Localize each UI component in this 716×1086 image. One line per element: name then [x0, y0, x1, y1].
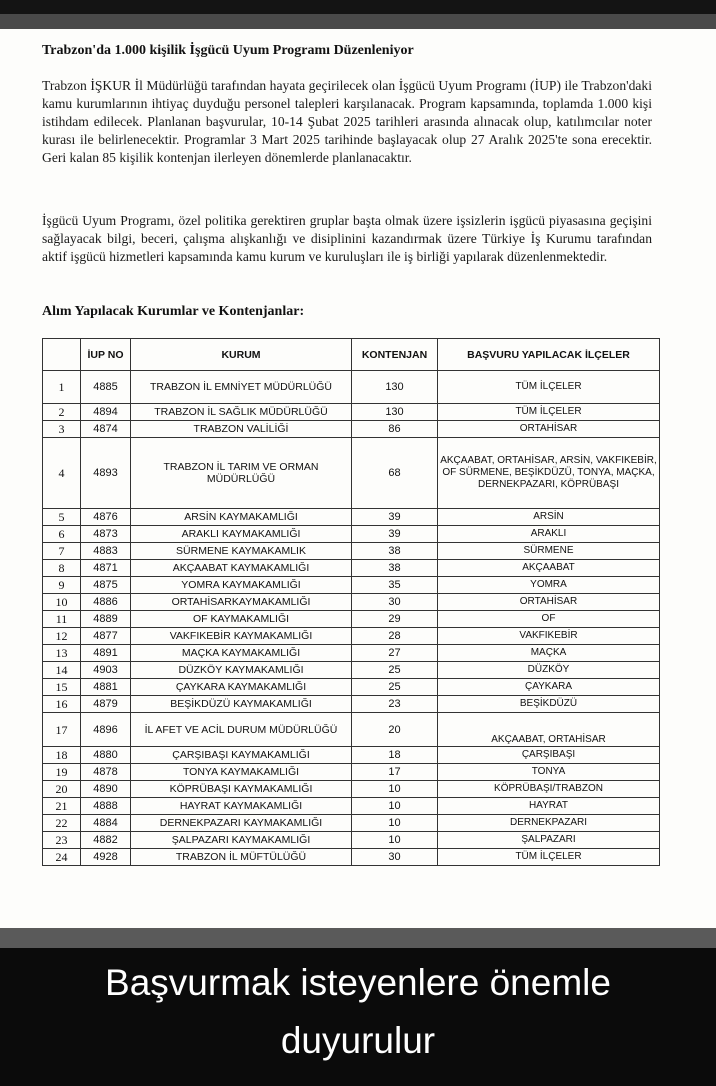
row-kurum: ARAKLI KAYMAKAMLIĞI [131, 526, 352, 543]
top-bar [0, 0, 716, 29]
row-index: 2 [43, 404, 81, 421]
row-index: 10 [43, 594, 81, 611]
table-row [43, 798, 660, 815]
row-kontenjan: 10 [352, 798, 438, 815]
row-iup-no: 4903 [81, 662, 131, 679]
row-iup-no: 4883 [81, 543, 131, 560]
row-index: 16 [43, 696, 81, 713]
table-row [43, 679, 660, 696]
row-iup-no: 4881 [81, 679, 131, 696]
row-index: 3 [43, 421, 81, 438]
row-kurum: AKÇAABAT KAYMAKAMLIĞI [131, 560, 352, 577]
row-index: 8 [43, 560, 81, 577]
table-header-row [43, 339, 660, 371]
row-ilceler: SÜRMENE [438, 543, 660, 560]
row-kontenjan: 10 [352, 815, 438, 832]
row-kurum: TRABZON İL EMNİYET MÜDÜRLÜĞÜ [131, 371, 352, 404]
row-ilceler: OF [438, 611, 660, 628]
table-row [43, 849, 660, 866]
row-iup-no: 4876 [81, 509, 131, 526]
row-iup-no: 4885 [81, 371, 131, 404]
row-kontenjan: 130 [352, 404, 438, 421]
caption-line-2: duyurulur [280, 1020, 436, 1061]
row-ilceler: ARSİN [438, 509, 660, 526]
table-row [43, 404, 660, 421]
table-row [43, 543, 660, 560]
row-index: 17 [43, 713, 81, 747]
row-kurum: TONYA KAYMAKAMLIĞI [131, 764, 352, 781]
row-kontenjan: 35 [352, 577, 438, 594]
row-kontenjan: 23 [352, 696, 438, 713]
table-row [43, 560, 660, 577]
row-kontenjan: 10 [352, 832, 438, 849]
row-iup-no: 4890 [81, 781, 131, 798]
row-index: 22 [43, 815, 81, 832]
row-kurum: TRABZON İL MÜFTÜLÜĞÜ [131, 849, 352, 866]
table-row [43, 815, 660, 832]
row-ilceler: ÇARŞIBAŞI [438, 747, 660, 764]
row-iup-no: 4874 [81, 421, 131, 438]
header-kontenjan: KONTENJAN [352, 339, 438, 371]
row-iup-no: 4882 [81, 832, 131, 849]
row-kurum: KÖPRÜBAŞI KAYMAKAMLIĞI [131, 781, 352, 798]
row-index: 1 [43, 371, 81, 404]
row-kurum: SÜRMENE KAYMAKAMLIK [131, 543, 352, 560]
table-row [43, 577, 660, 594]
row-kontenjan: 27 [352, 645, 438, 662]
row-ilceler: YOMRA [438, 577, 660, 594]
row-index: 9 [43, 577, 81, 594]
top-bar-strip [0, 14, 716, 29]
row-ilceler: AKÇAABAT, ORTAHİSAR [438, 713, 660, 747]
row-index: 11 [43, 611, 81, 628]
row-kurum: ORTAHİSARKAYMAKAMLIĞI [131, 594, 352, 611]
table-row [43, 526, 660, 543]
row-kurum: OF KAYMAKAMLIĞI [131, 611, 352, 628]
row-index: 18 [43, 747, 81, 764]
row-ilceler: MAÇKA [438, 645, 660, 662]
row-kurum: TRABZON VALİLİĞİ [131, 421, 352, 438]
row-ilceler: TONYA [438, 764, 660, 781]
row-kurum: İL AFET VE ACİL DURUM MÜDÜRLÜĞÜ [131, 713, 352, 747]
row-iup-no: 4880 [81, 747, 131, 764]
row-index: 15 [43, 679, 81, 696]
table-row [43, 832, 660, 849]
table-row [43, 747, 660, 764]
table-row [43, 713, 660, 747]
row-ilceler: KÖPRÜBAŞI/TRABZON [438, 781, 660, 798]
table-row [43, 611, 660, 628]
article-paragraph-2: İşgücü Uyum Programı, özel politika gerektiren gruplar başta olmak üzere işsizlerin işgücü piyasasına geçişini sağlayacak bilgi, beceri, çalışma alışkanlığı ve disiplinini kazandırmak üzere Türkiye İş Kurumu tarafından aktif işgücü hizmetleri kapsamında kamu kurum ve kuruluşları ile iş birliği yapılarak düzenlenmektedir. [42, 213, 652, 264]
row-iup-no: 4894 [81, 404, 131, 421]
row-kurum: YOMRA KAYMAKAMLIĞI [131, 577, 352, 594]
row-kontenjan: 68 [352, 438, 438, 509]
article-title: Trabzon'da 1.000 kişilik İşgücü Uyum Programı Düzenleniyor [42, 43, 414, 58]
row-iup-no: 4871 [81, 560, 131, 577]
row-iup-no: 4893 [81, 438, 131, 509]
row-iup-no: 4879 [81, 696, 131, 713]
row-iup-no: 4877 [81, 628, 131, 645]
row-index: 5 [43, 509, 81, 526]
row-kurum: VAKFIKEBİR KAYMAKAMLIĞI [131, 628, 352, 645]
row-kontenjan: 30 [352, 849, 438, 866]
table-row [43, 645, 660, 662]
row-ilceler: TÜM İLÇELER [438, 849, 660, 866]
table-row [43, 662, 660, 679]
row-kurum: TRABZON İL TARIM VE ORMAN MÜDÜRLÜĞÜ [131, 438, 352, 509]
row-index: 13 [43, 645, 81, 662]
row-kurum: DERNEKPAZARI KAYMAKAMLIĞI [131, 815, 352, 832]
row-ilceler: TÜM İLÇELER [438, 404, 660, 421]
row-iup-no: 4873 [81, 526, 131, 543]
table-title: Alım Yapılacak Kurumlar ve Kontenjanlar: [42, 304, 305, 319]
row-ilceler: ORTAHİSAR [438, 594, 660, 611]
quota-table [42, 338, 660, 866]
row-ilceler: BEŞİKDÜZÜ [438, 696, 660, 713]
table-row [43, 438, 660, 509]
row-kontenjan: 86 [352, 421, 438, 438]
row-ilceler: TÜM İLÇELER [438, 371, 660, 404]
header-index [43, 339, 81, 371]
row-iup-no: 4878 [81, 764, 131, 781]
row-iup-no: 4875 [81, 577, 131, 594]
row-ilceler: AKÇAABAT [438, 560, 660, 577]
row-index: 7 [43, 543, 81, 560]
article-paragraph-1: Trabzon İŞKUR İl Müdürlüğü tarafından hayata geçirilecek olan İşgücü Uyum Programı (İUP) ile Trabzon'daki kamu kurumlarının ihtiyaç duyduğu personel talepleri karşılanacak. Program kapsamında, toplamda 1.000 kişi istihdam edilecek. Planlanan başvurular, 10-14 Şubat 2025 tarihleri arasında alınacak olup, katılımcılar noter kurası ile belirlenecektir. Programlar 3 Mart 2025 tarihinde başlayacak olup 27 Aralık 2025'te sona erecektir. Geri kalan 85 kişilik kontenjan ilerleyen dönemlerde planlanacaktır. [42, 78, 652, 165]
row-index: 23 [43, 832, 81, 849]
row-ilceler: DÜZKÖY [438, 662, 660, 679]
row-kontenjan: 30 [352, 594, 438, 611]
row-iup-no: 4896 [81, 713, 131, 747]
row-ilceler: AKÇAABAT, ORTAHİSAR, ARSİN, VAKFIKEBİR, OF SÜRMENE, BEŞİKDÜZÜ, TONYA, MAÇKA, DERNEKPAZARI, KÖPRÜBAŞI [438, 438, 660, 509]
row-kontenjan: 17 [352, 764, 438, 781]
row-ilceler: ARAKLI [438, 526, 660, 543]
caption-line-1: Başvurmak isteyenlere önemle [105, 962, 611, 1003]
row-kurum: DÜZKÖY KAYMAKAMLIĞI [131, 662, 352, 679]
row-index: 20 [43, 781, 81, 798]
row-kontenjan: 29 [352, 611, 438, 628]
table-row [43, 781, 660, 798]
row-kontenjan: 20 [352, 713, 438, 747]
row-kontenjan: 38 [352, 543, 438, 560]
row-iup-no: 4928 [81, 849, 131, 866]
row-kontenjan: 130 [352, 371, 438, 404]
row-index: 21 [43, 798, 81, 815]
table-row [43, 421, 660, 438]
row-kurum: ŞALPAZARI KAYMAKAMLIĞI [131, 832, 352, 849]
row-ilceler: ÇAYKARA [438, 679, 660, 696]
row-iup-no: 4889 [81, 611, 131, 628]
header-ilceler: BAŞVURU YAPILACAK İLÇELER [438, 339, 660, 371]
row-ilceler: HAYRAT [438, 798, 660, 815]
table-row [43, 371, 660, 404]
row-kontenjan: 10 [352, 781, 438, 798]
row-kurum: ÇAYKARA KAYMAKAMLIĞI [131, 679, 352, 696]
row-ilceler: ŞALPAZARI [438, 832, 660, 849]
row-kurum: TRABZON İL SAĞLIK MÜDÜRLÜĞÜ [131, 404, 352, 421]
row-kurum: ÇARŞIBAŞI KAYMAKAMLIĞI [131, 747, 352, 764]
row-iup-no: 4888 [81, 798, 131, 815]
row-index: 6 [43, 526, 81, 543]
row-kontenjan: 39 [352, 526, 438, 543]
row-iup-no: 4886 [81, 594, 131, 611]
row-kontenjan: 18 [352, 747, 438, 764]
row-iup-no: 4884 [81, 815, 131, 832]
row-kurum: MAÇKA KAYMAKAMLIĞI [131, 645, 352, 662]
row-index: 14 [43, 662, 81, 679]
row-iup-no: 4891 [81, 645, 131, 662]
row-ilceler: VAKFIKEBİR [438, 628, 660, 645]
header-iup-no: İUP NO [81, 339, 131, 371]
table-row [43, 696, 660, 713]
row-kontenjan: 28 [352, 628, 438, 645]
row-kurum: HAYRAT KAYMAKAMLIĞI [131, 798, 352, 815]
row-kurum: BEŞİKDÜZÜ KAYMAKAMLIĞI [131, 696, 352, 713]
row-index: 4 [43, 438, 81, 509]
table-row [43, 628, 660, 645]
row-index: 24 [43, 849, 81, 866]
table-body [43, 371, 660, 866]
divider-strip [0, 928, 716, 948]
table-row [43, 764, 660, 781]
table-row [43, 509, 660, 526]
row-index: 19 [43, 764, 81, 781]
header-kurum: KURUM [131, 339, 352, 371]
row-ilceler: ORTAHİSAR [438, 421, 660, 438]
document-page [0, 29, 716, 928]
row-kontenjan: 38 [352, 560, 438, 577]
row-kontenjan: 39 [352, 509, 438, 526]
row-kontenjan: 25 [352, 679, 438, 696]
row-ilceler: DERNEKPAZARI [438, 815, 660, 832]
row-kurum: ARSİN KAYMAKAMLIĞI [131, 509, 352, 526]
row-kontenjan: 25 [352, 662, 438, 679]
row-index: 12 [43, 628, 81, 645]
caption-banner [0, 948, 716, 1086]
table-row [43, 594, 660, 611]
